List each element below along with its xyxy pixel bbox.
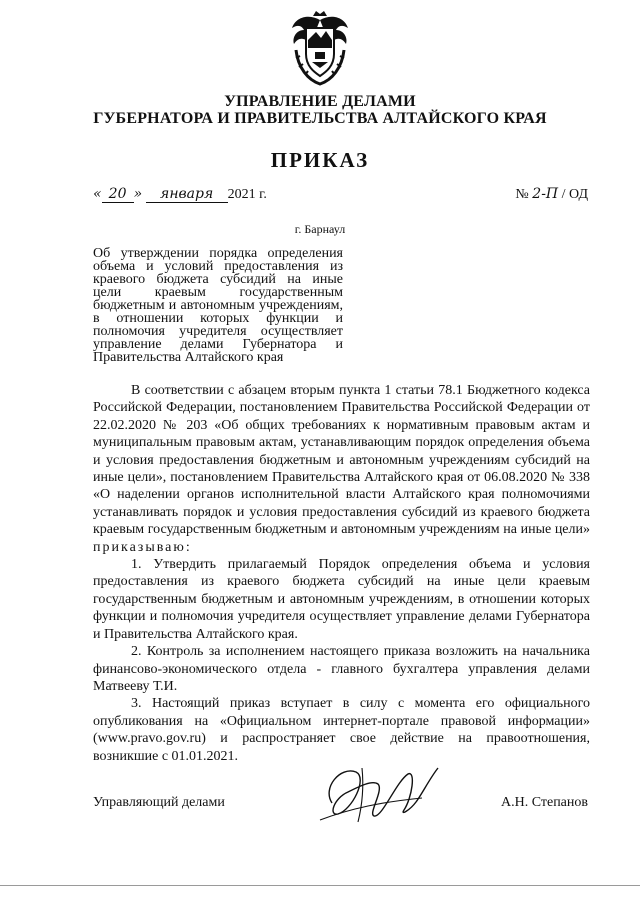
- preamble-text: В соответствии с абзацем вторым пункта 1 статьи 78.1 Бюджетного кодекса Российской Федерации, постановлением Правительства Российской Федерации от 22.02.2020 № 203 «Об общих требованиях к нормативным правовым актам и муниципальным правовым актам, устанавливающим порядок определения объема и условия предоставления бюджетным и автономным учреждениям субсидий на иные цели», постановлением Правительства Алтайского края от 06.08.2020 № 338 «О наделении органов исполнительной власти Алтайского края полномочиями устанавливать порядок и условия предоставления субсидий из краевого бюджета краевым государственным бюджетным и автономным учреждениям на иные цели»: [93, 383, 590, 538]
- order-number: [515, 186, 588, 203]
- number-suffix: / ОД: [561, 187, 588, 202]
- city: г. Барнаул: [294, 222, 346, 236]
- order-subject: Об утверждении порядка определения объема и условий предоставления из краевого бюджета субсидий на иные цели краевым государственным бюджетным и автономным учреждениям, в отношении которых функции и полномочия учредителя осуществляет управление делами Губернатора и Правительства Алтайского края: [93, 246, 343, 365]
- page-bottom-rule: [0, 885, 640, 886]
- organization-name-line-2: ГУБЕРНАТОРА И ПРАВИТЕЛЬСТВА АЛТАЙСКОГО КРАЯ: [93, 110, 547, 127]
- date-month: января: [146, 186, 228, 203]
- clause-3: 3. Настоящий приказ вступает в силу с момента его официального опубликования на «Официальном интернет-портале правовой информации» (www.pravo.gov.ru) и распространяет свое действие на правоотношения, возникшие с 01.01.2021.: [93, 696, 590, 764]
- date-quote-open: «: [93, 186, 102, 202]
- preamble-paragraph: [93, 382, 590, 556]
- number-prefix: №: [515, 187, 529, 202]
- organization-name-line-1: УПРАВЛЕНИЕ ДЕЛАМИ: [224, 93, 416, 110]
- clause-2: 2. Контроль за исполнением настоящего приказа возложить на начальника финансово-экономического отдела - главного бухгалтера управления делами Матвееву Т.И.: [93, 644, 590, 694]
- signatory-name: А.Н. Степанов: [500, 795, 588, 810]
- document-type-title: ПРИКАЗ: [270, 148, 370, 172]
- order-body: [93, 382, 590, 765]
- date-day: 20: [102, 186, 134, 203]
- coat-of-arms-icon: [288, 10, 352, 88]
- number-value: 2-П: [532, 186, 559, 202]
- clause-1: 1. Утвердить прилагаемый Порядок определения объема и условия предоставления из краевого бюджета субсидий на иные цели краевым государственным бюджетным и автономным учреждениям, в отношении которых функции и полномочия учредителя осуществляет управление делами Губернатора и Правительства Алтайского края.: [93, 557, 590, 642]
- handwritten-signature: [312, 758, 447, 828]
- order-word: приказываю: [93, 539, 186, 555]
- date-quote-close: »: [133, 186, 143, 202]
- order-colon: :: [185, 539, 190, 555]
- signatory-title: Управляющий делами: [93, 795, 225, 810]
- order-date: [93, 186, 267, 203]
- date-year: 2021 г.: [227, 187, 267, 202]
